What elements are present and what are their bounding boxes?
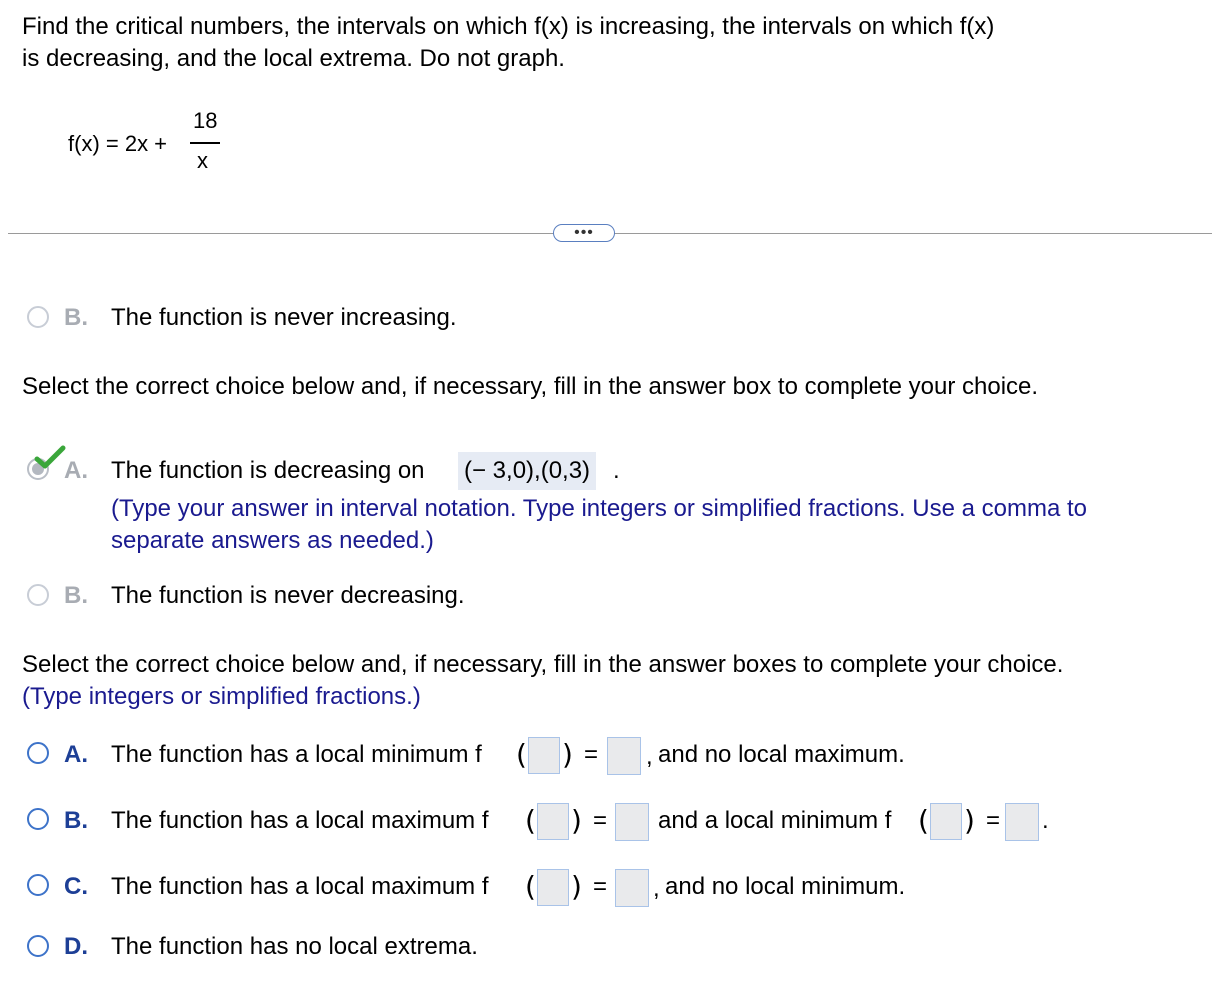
formula-denominator: x <box>197 148 208 173</box>
equals-sign: = <box>593 807 608 834</box>
formula-numerator: 18 <box>193 108 218 133</box>
question-line-2: is decreasing, and the local extrema. Do not graph. <box>22 45 565 72</box>
increasing-option-b-radio[interactable] <box>27 306 49 328</box>
extrema-option-a-radio[interactable] <box>27 742 49 764</box>
extrema-hint: (Type integers or simplified fractions.) <box>22 683 421 710</box>
extrema-option-a-letter: A. <box>64 741 88 768</box>
comma: , <box>646 743 653 770</box>
equals-sign: = <box>986 807 1001 834</box>
open-paren: ( <box>516 738 527 771</box>
local-max-x-input[interactable] <box>537 803 569 840</box>
local-max-value-input[interactable] <box>615 803 649 841</box>
show-more-button[interactable]: ••• <box>553 224 615 242</box>
decreasing-hint-line-2: separate answers as needed.) <box>111 527 434 554</box>
open-paren: ( <box>525 870 536 903</box>
equals-sign: = <box>584 741 599 768</box>
increasing-option-b-text: The function is never increasing. <box>111 304 457 331</box>
decreasing-option-b-radio[interactable] <box>27 584 49 606</box>
decreasing-answer-period: . <box>613 457 620 484</box>
extrema-option-b-radio[interactable] <box>27 808 49 830</box>
decreasing-prompt: Select the correct choice below and, if necessary, fill in the answer box to complete your choice. <box>22 373 1039 400</box>
local-min-x-input-b[interactable] <box>930 803 962 840</box>
increasing-option-b-letter: B. <box>64 304 88 331</box>
comma: , <box>653 875 660 902</box>
extrema-option-d-radio[interactable] <box>27 935 49 957</box>
extrema-option-a-text: The function has a local minimum f <box>111 741 482 768</box>
question-line-1: Find the critical numbers, the intervals on which f(x) is increasing, the intervals on which f(x) <box>22 13 995 40</box>
extrema-option-b-text: The function has a local maximum f <box>111 807 489 834</box>
formula-lhs: f(x) = 2x + <box>68 131 168 156</box>
local-max-x-input-c[interactable] <box>537 869 569 906</box>
local-max-value-input-c[interactable] <box>615 869 649 907</box>
local-min-value-input[interactable] <box>607 737 641 775</box>
decreasing-option-a-text: The function is decreasing on <box>111 457 425 484</box>
extrema-option-d-text: The function has no local extrema. <box>111 933 478 960</box>
extrema-option-d-letter: D. <box>64 933 88 960</box>
decreasing-answer-value[interactable]: (− 3,0),(0,3) <box>458 452 596 490</box>
extrema-option-c-tail: and no local minimum. <box>665 873 906 900</box>
close-paren: ) <box>562 738 573 771</box>
extrema-option-b-mid: and a local minimum f <box>658 807 892 834</box>
local-min-x-input[interactable] <box>528 737 560 774</box>
equals-sign: = <box>593 873 608 900</box>
extrema-option-b-letter: B. <box>64 807 88 834</box>
close-paren: ) <box>964 804 975 837</box>
close-paren: ) <box>571 804 582 837</box>
extrema-option-c-text: The function has a local maximum f <box>111 873 489 900</box>
fraction-bar <box>190 142 220 144</box>
local-min-value-input-b[interactable] <box>1005 803 1039 841</box>
decreasing-hint-line-1: (Type your answer in interval notation. Type integers or simplified fractions. Use a comma to <box>111 495 1087 522</box>
decreasing-option-b-text: The function is never decreasing. <box>111 582 465 609</box>
period: . <box>1042 807 1049 834</box>
close-paren: ) <box>571 870 582 903</box>
decreasing-option-a-letter: A. <box>64 457 88 484</box>
extrema-option-c-letter: C. <box>64 873 88 900</box>
open-paren: ( <box>918 804 929 837</box>
extrema-option-a-tail: and no local maximum. <box>658 741 905 768</box>
decreasing-option-b-letter: B. <box>64 582 88 609</box>
extrema-option-c-radio[interactable] <box>27 874 49 896</box>
extrema-prompt: Select the correct choice below and, if necessary, fill in the answer boxes to complete your choice. <box>22 651 1064 678</box>
correct-checkmark-icon <box>33 445 67 471</box>
open-paren: ( <box>525 804 536 837</box>
